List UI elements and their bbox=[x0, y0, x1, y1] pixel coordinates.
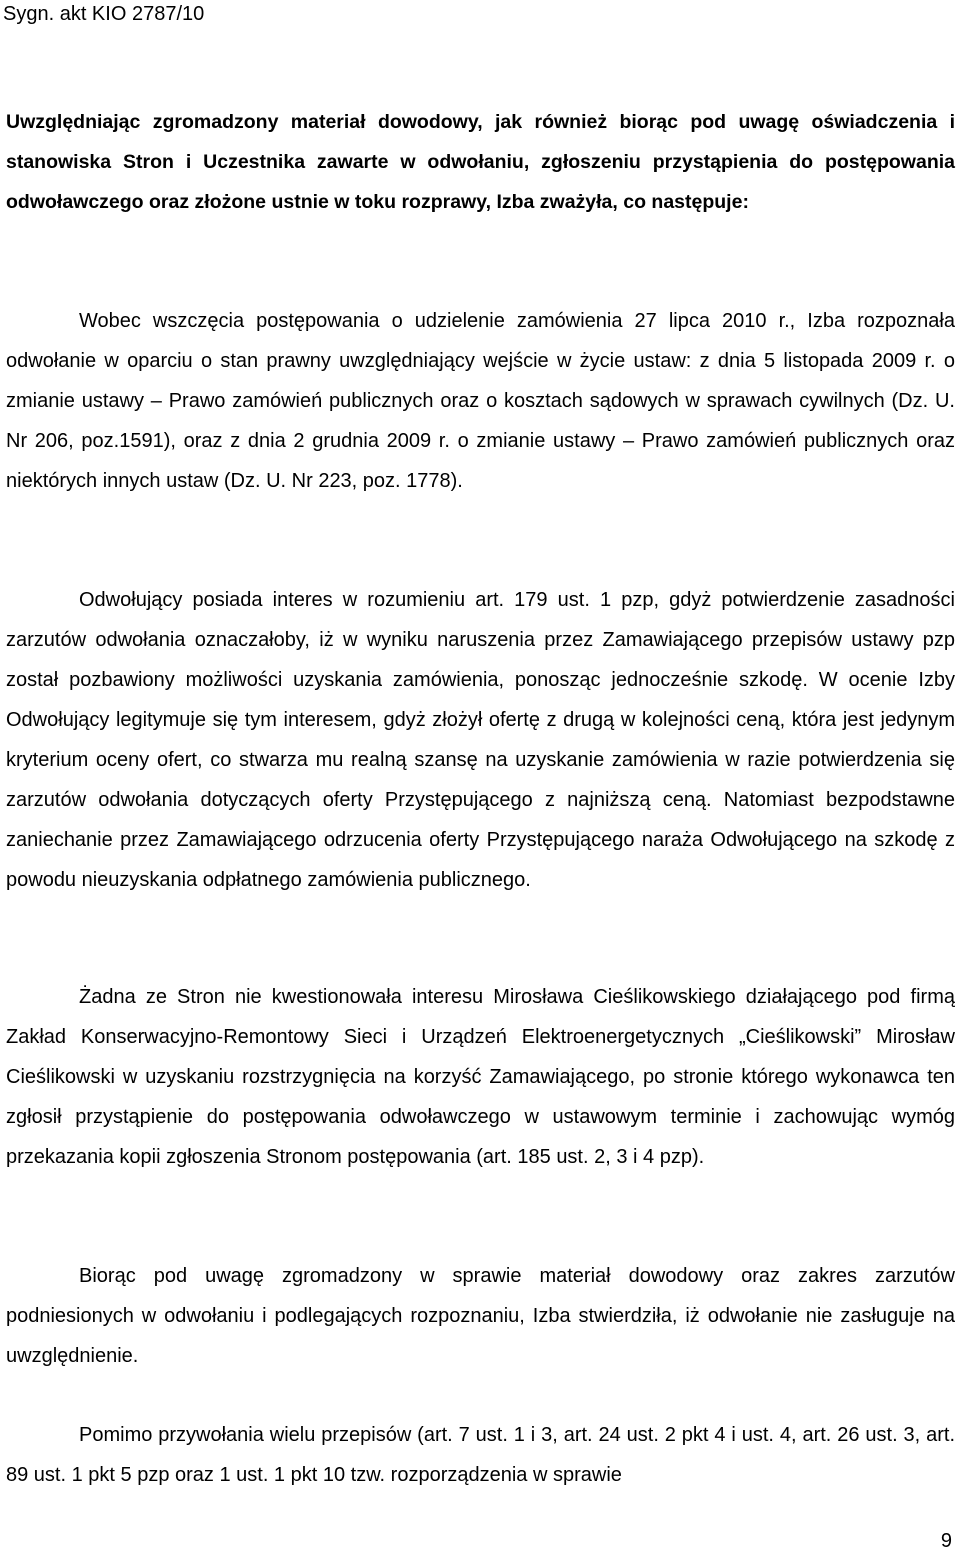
page-number: 9 bbox=[940, 1530, 952, 1552]
paragraph-interest: Odwołujący posiada interes w rozumieniu art. 179 ust. 1 pzp, gdyż potwierdzenie zasadności zarzutów odwołania oznaczałoby, iż w wyniku naruszenia przez Zamawiającego przepisów ustawy pzp został pozbawiony możliwości uzyskania zamówienia, ponosząc jednocześnie szkodę. W ocenie Izby Odwołujący legitymuje się tym interesem, gdyż złożył ofertę z drugą w kolejności ceną, która jest jedynym kryterium oceny ofert, co stwarza mu realną szansę na uzyskanie zamówienia w razie potwierdzenia się zarzutów odwołania dotyczących oferty Przystępującego z najniższą ceną. Natomiast bezpodstawne zaniechanie przez Zamawiającego odrzucenia oferty Przystępującego naraża Odwołującego na szkodę z powodu nieuzyskania odpłatnego zamówienia publicznego. bbox=[6, 589, 955, 891]
paragraph-intervener: Żadna ze Stron nie kwestionowała interesu Mirosława Cieślikowskiego działającego pod firmą Zakład Konserwacyjno-Remontowy Sieci i Urządzeń Elektroenergetycznych „Cieślikowski” Mirosław Cieślikowski w uzyskaniu rozstrzygnięcia na korzyść Zamawiającego, po stronie którego wykonawca ten zgłosił przystąpienie do postępowania odwoławczego w ustawowym terminie i zachowując wymóg przekazania kopii zgłoszenia Stronom postępowania (art. 185 ust. 2, 3 i 4 pzp). bbox=[6, 986, 955, 1168]
paragraph-legal-basis: Wobec wszczęcia postępowania o udzielenie zamówienia 27 lipca 2010 r., Izba rozpoznała odwołanie w oparciu o stan prawny uwzględniający wejście w życie ustaw: z dnia 5 listopada 2009 r. o zmianie ustawy – Prawo zamówień publicznych oraz o kosztach sądowych w sprawach cywilnych (Dz. U. Nr 206, poz.1591), oraz z dnia 2 grudnia 2009 r. o zmianie ustawy – Prawo zamówień publicznych oraz niektórych innych ustaw (Dz. U. Nr 223, poz. 1778). bbox=[6, 310, 955, 492]
case-reference: Sygn. akt KIO 2787/10 bbox=[3, 3, 205, 25]
paragraph-provisions: Pomimo przywołania wielu przepisów (art. 7 ust. 1 i 3, art. 24 ust. 2 pkt 4 i ust. 4, art. 26 ust. 3, art. 89 ust. 1 pkt 5 pzp oraz 1 ust. 1 pkt 10 tzw. rozporządzenia w sprawie bbox=[6, 1424, 955, 1486]
paragraph-considerations: Uwzględniając zgromadzony materiał dowodowy, jak również biorąc pod uwagę oświadczenia i stanowiska Stron i Uczestnika zawarte w odwołaniu, zgłoszeniu przystąpienia do postępowania odwoławczego oraz złożone ustnie w toku rozprawy, Izba zważyła, co następuje: bbox=[6, 111, 955, 213]
paragraph-conclusion: Biorąc pod uwagę zgromadzony w sprawie materiał dowodowy oraz zakres zarzutów podniesionych w odwołaniu i podlegających rozpoznaniu, Izba stwierdziła, iż odwołanie nie zasługuje na uwzględnienie. bbox=[6, 1265, 955, 1367]
